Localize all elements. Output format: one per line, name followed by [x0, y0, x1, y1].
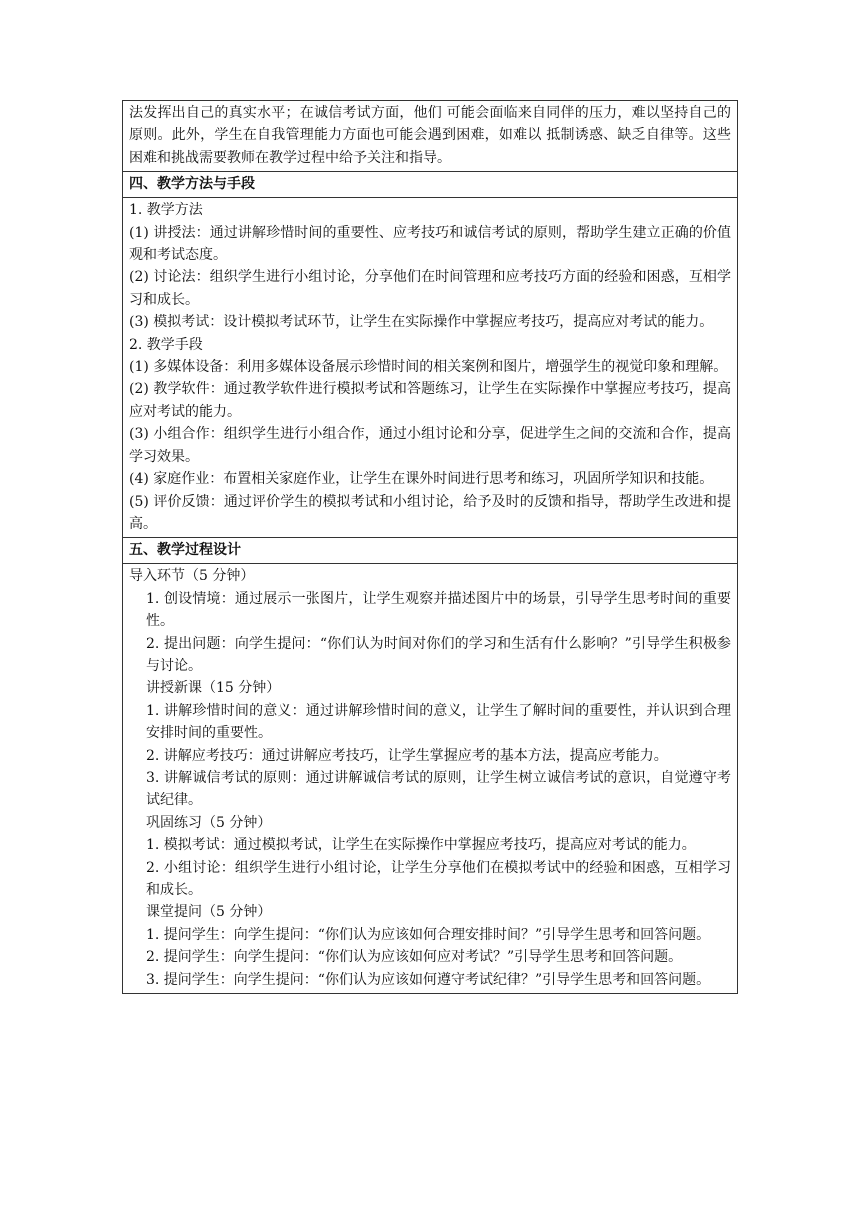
list-item: 1. 创设情境：通过展示一张图片，让学生观察并描述图片中的场景，引导学生思考时间的重要性。	[146, 590, 731, 630]
list-item: (5) 评价反馈：通过评价学生的模拟考试和小组讨论，给予及时的反馈和指导，帮助学生改进和提高。	[129, 493, 731, 532]
list-item: 1. 模拟考试：通过模拟考试，让学生在实际操作中掌握应考技巧，提高应对考试的能力。	[146, 837, 696, 854]
section-5-body	[123, 563, 737, 993]
list-item: 3. 讲解诚信考试的原则：通过讲解诚信考试的原则，让学生树立诚信考试的意识，自觉遵守考试纪律。	[146, 769, 731, 809]
list-item: 2. 讲解应考技巧：通过讲解应考技巧，让学生掌握应考的基本方法，提高应考能力。	[146, 747, 668, 764]
phase-title: 导入环节（5 分钟）	[129, 568, 255, 585]
paragraph: 法发挥出自己的真实水平；在诚信考试方面，他们 可能会面临来自同伴的压力，难以坚持自己的原则。此外，学生在自我管理能力方面也可能会遇到困难，如难以 抵制诱惑、缺乏自律等。这些困难和挑战需要教师在教学过程中给予关注和指导。	[129, 105, 731, 166]
list-item: 2. 提问学生：向学生提问：“你们认为应该如何应对考试？”引导学生思考和回答问题。	[146, 949, 683, 966]
phase-title: 巩固练习（5 分钟）	[146, 814, 272, 831]
list-item: (2) 讨论法：组织学生进行小组讨论，分享他们在时间管理和应考技巧方面的经验和困惑，互相学习和成长。	[129, 269, 731, 308]
list-item: 3. 提问学生：向学生提问：“你们认为应该如何遵守考试纪律？”引导学生思考和回答问题。	[146, 971, 711, 988]
phase-title: 讲授新课（15 分钟）	[146, 680, 281, 697]
list-item: 2. 提出问题：向学生提问：“你们认为时间对你们的学习和生活有什么影响？”引导学生积极参与讨论。	[146, 635, 731, 674]
subsection-title: 1. 教学方法	[129, 202, 203, 219]
list-item: 2. 小组讨论：组织学生进行小组讨论，让学生分享他们在模拟考试中的经验和困惑，互相学习和成长。	[146, 859, 731, 898]
subsection-title: 2. 教学手段	[129, 336, 203, 353]
section-title: 五、教学过程设计	[129, 542, 241, 559]
list-item: (4) 家庭作业：布置相关家庭作业，让学生在课外时间进行思考和练习，巩固所学知识和技能。	[129, 471, 714, 488]
list-item: 1. 讲解珍惜时间的意义：通过讲解珍惜时间的意义，让学生了解时间的重要性，并认识到合理安排时间的重要性。	[146, 702, 731, 742]
list-item: (3) 小组合作：组织学生进行小组合作，通过小组讨论和分享，促进学生之间的交流和合作，提高学习效果。	[129, 426, 731, 465]
list-item: (1) 讲授法：通过讲解珍惜时间的重要性、应考技巧和诚信考试的原则，帮助学生建立正确的价值观和考试态度。	[129, 224, 731, 264]
section-5-header	[123, 537, 737, 563]
phase-title: 课堂提问（5 分钟）	[146, 904, 272, 921]
section-title: 四、教学方法与手段	[129, 176, 255, 193]
section-4-body	[123, 197, 737, 537]
list-item: 1. 提问学生：向学生提问：“你们认为应该如何合理安排时间？”引导学生思考和回答问题。	[146, 926, 711, 943]
list-item: (2) 教学软件：通过教学软件进行模拟考试和答题练习，让学生在实际操作中掌握应考技巧，提高应对考试的能力。	[129, 381, 731, 420]
section-4-header	[123, 171, 737, 197]
list-item: (3) 模拟考试：设计模拟考试环节，让学生在实际操作中掌握应考技巧，提高应对考试的能力。	[129, 314, 714, 331]
list-item: (1) 多媒体设备：利用多媒体设备展示珍惜时间的相关案例和图片，增强学生的视觉印象和理解。	[129, 359, 728, 376]
section-3-continuation	[123, 101, 737, 171]
lesson-plan-table	[122, 100, 738, 994]
